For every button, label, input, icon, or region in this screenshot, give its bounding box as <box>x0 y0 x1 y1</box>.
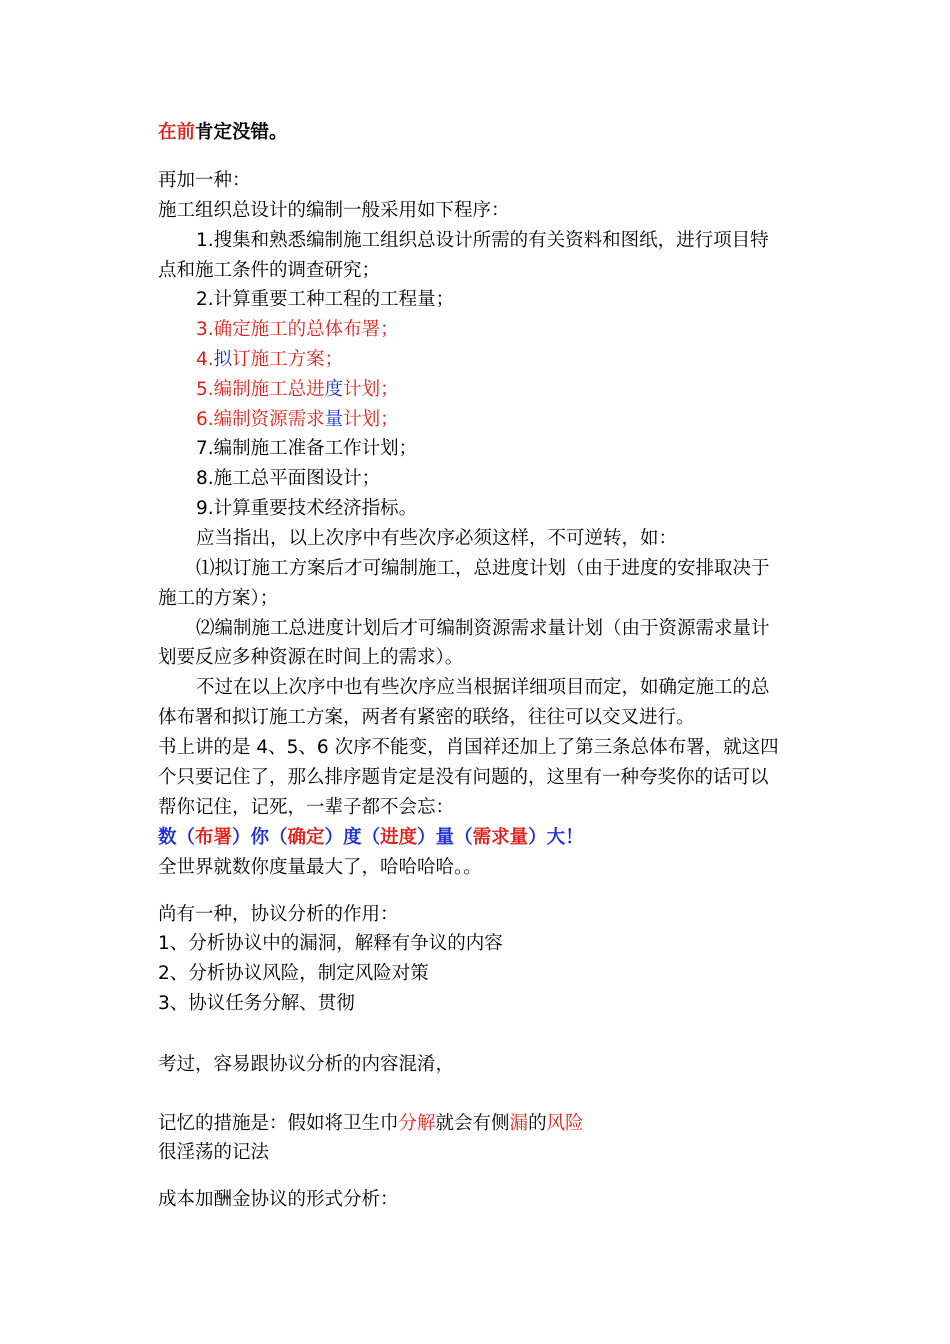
step-1-line-2: 点和施工条件的调查研究； <box>158 260 381 281</box>
book-note-line-3: 帮你记住，记死，一辈子都不会忘： <box>158 797 455 818</box>
memory-comment: 很淫荡的记法 <box>158 1142 270 1163</box>
memory-tip <box>158 1113 584 1135</box>
flex-note-line-2: 体布署和拟订施工方案，两者有紧密的联络，往往可以交叉进行。 <box>158 707 695 728</box>
step-5-rest: 计划； <box>343 379 399 400</box>
contract-item-1: 1、分析协议中的漏洞，解释有争议的内容 <box>158 933 503 954</box>
book-note-line-1: 书上讲的是 4、5、6 次序不能变，肖国祥还加上了第三条总体布署，就这四 <box>158 737 779 758</box>
step-4-blue-char: 拟 <box>213 349 233 370</box>
mnemonic-part-3: ）度（ <box>324 827 381 848</box>
flex-note-line-1: 不过在以上次序中也有些次序应当根据详细项目而定，如确定施工的总 <box>196 677 770 698</box>
mnemonic-part-2: ）你（ <box>232 827 288 848</box>
contract-item-2: 2、分析协议风险，制定风险对策 <box>158 963 429 984</box>
step-7: 7.编制施工准备工作计划； <box>196 438 418 459</box>
joke-line: 全世界就数你度量最大了，哈哈哈哈。。 <box>158 857 482 878</box>
memory-tip-fenjie: 分解 <box>398 1113 436 1134</box>
step-4-rest: 订施工方案； <box>232 349 344 370</box>
memory-tip-mid: 就会有侧 <box>435 1113 510 1134</box>
book-note-line-2: 个只要记住了，那么排序题肯定是没有问题的，这里有一种夸奖你的话可以 <box>158 767 769 788</box>
highlight-zaiqian: 在前 <box>158 122 196 143</box>
memory-tip-lou: 漏 <box>509 1113 529 1134</box>
mnemonic-queding: 确定 <box>287 827 325 848</box>
memory-tip-de: 的 <box>528 1113 547 1134</box>
contract-item-3: 3、协议任务分解、贯彻 <box>158 993 355 1014</box>
intro-rest: 肯定没错。 <box>195 122 288 143</box>
step-4-number: 4. <box>196 349 214 370</box>
step-6 <box>196 409 399 431</box>
step-8: 8.施工总平面图设计； <box>196 468 381 489</box>
mnemonic-jindu: 进度 <box>380 827 418 848</box>
memory-tip-start: 记忆的措施是：假如将卫生巾 <box>158 1113 399 1134</box>
exam-note: 考过，容易跟协议分析的内容混淆， <box>158 1054 455 1075</box>
mnemonic-part-4: ）量（ <box>417 827 473 848</box>
order-note: 应当指出，以上次序中有些次序必须这样，不可逆转，如： <box>196 528 678 549</box>
rule-2-line-2: 划要反应多种资源在时间上的需求）。 <box>158 647 464 668</box>
mnemonic-line <box>158 827 584 849</box>
step-5-start: 5.编制施工总进 <box>196 379 325 400</box>
mnemonic-part-5: ）大！ <box>528 827 584 848</box>
step-3: 3.确定施工的总体布署； <box>196 319 399 340</box>
rule-1-line-1: ⑴拟订施工方案后才可编制施工，总进度计划（由于进度的安排取决于 <box>196 558 770 579</box>
step-9: 9.计算重要技术经济指标。 <box>196 498 418 519</box>
rule-2-line-1: ⑵编制施工总进度计划后才可编制资源需求量计划（由于资源需求量计 <box>196 618 770 639</box>
step-5 <box>196 379 399 401</box>
step-6-start: 6.编制资源需求 <box>196 409 325 430</box>
intro-line <box>158 122 288 144</box>
step-4 <box>196 349 343 371</box>
step-1-line-1: 1.搜集和熟悉编制施工组织总设计所需的有关资料和图纸，进行项目特 <box>196 230 769 251</box>
cost-plus-heading: 成本加酬金协议的形式分析： <box>158 1189 399 1210</box>
memory-tip-fengxian: 风险 <box>546 1113 584 1134</box>
step-6-rest: 计划； <box>343 409 399 430</box>
contract-analysis-heading: 尚有一种，协议分析的作用： <box>158 904 399 925</box>
step-2: 2.计算重要工种工程的工程量； <box>196 289 455 310</box>
add-one-heading: 再加一种： <box>158 170 251 191</box>
mnemonic-part-1: 数（ <box>158 827 196 848</box>
rule-1-line-2: 施工的方案）； <box>158 588 279 609</box>
mnemonic-xuqiuliang: 需求量 <box>472 827 529 848</box>
step-6-blue-char: 量 <box>324 409 344 430</box>
mnemonic-bushu: 布署 <box>195 827 233 848</box>
procedure-heading: 施工组织总设计的编制一般采用如下程序： <box>158 200 510 221</box>
step-5-blue-char: 度 <box>324 379 344 400</box>
